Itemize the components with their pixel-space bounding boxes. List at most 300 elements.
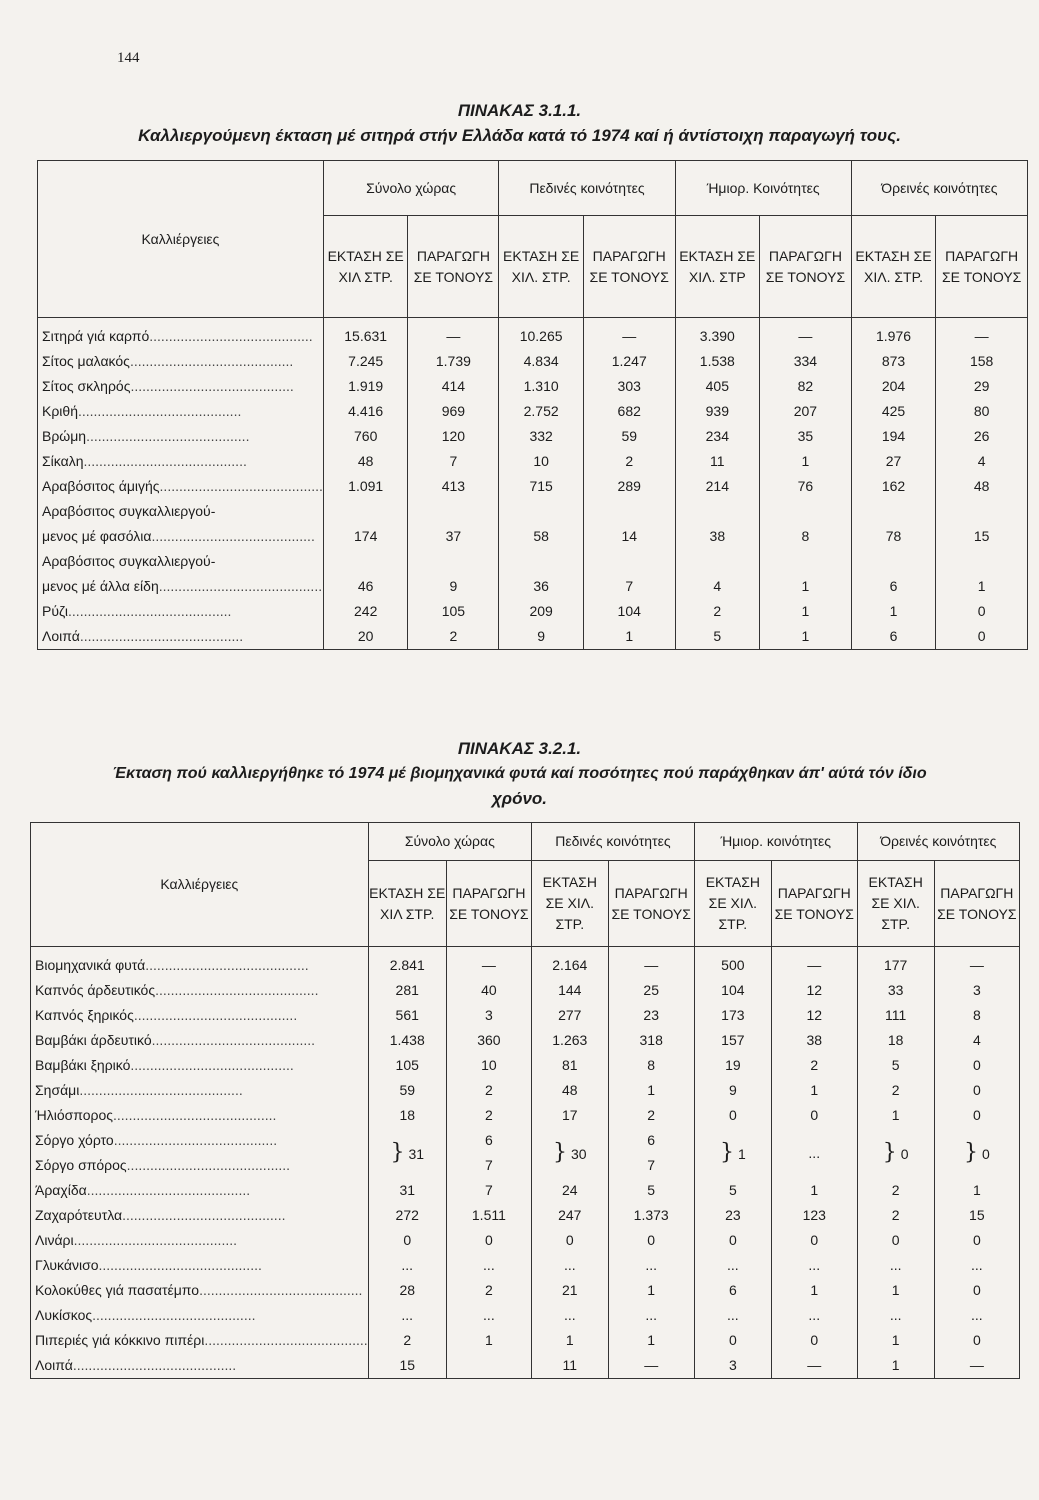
crop-name [31,1278,369,1303]
cell-value: 207 [760,399,852,424]
leader-dots: .......................................... [130,1057,294,1073]
cell-value: 174 [323,524,408,549]
cell-value: 33 [857,978,934,1003]
table-row [38,449,1028,474]
cell-value [857,1128,934,1178]
cell-value: 0 [934,1103,1019,1128]
table2-title: Έκταση πού καλλιεργήθηκε τό 1974 μέ βιομηχανικά φυτά καί ποσότητες πού παράχθηκαν άπ' αύτά τόν ίδιο [112,765,927,782]
cell-value: 234 [675,424,760,449]
cell-value: 5 [675,624,760,650]
cell-value: 2 [368,1328,446,1353]
cell-value: 4 [675,574,760,599]
cell-value [583,549,675,574]
cell-value: 5 [857,1053,934,1078]
table-row [38,318,1028,350]
crop-name-text: Αραβόσιτος συγκαλλιεργού- [42,553,216,569]
cell-value [760,499,852,524]
cell-value: 2 [857,1203,934,1228]
cell-value: 405 [675,374,760,399]
page-number: 144 [117,50,140,66]
crop-name-text: Γλυκάνισο [35,1257,99,1273]
cell-value-text: 1 [737,1145,746,1162]
cell-value: 3 [934,978,1019,1003]
cell-value: 15 [934,1203,1019,1228]
crop-name-text: Άραχίδα [35,1182,87,1198]
cell-value: 1 [760,599,852,624]
cell-value: 4.416 [323,399,408,424]
cell-value: 14 [583,524,675,549]
sub-header: ΕΚΤΑΣΗ ΣΕ ΧΙΛ. ΣΤΡ. [857,861,934,947]
crop-name [38,349,324,374]
cell-value: 214 [675,474,760,499]
sub-header: ΕΚΤΑΣΗ ΣΕ ΧΙΛ ΣΤΡ. [368,861,446,947]
cell-value: 1 [936,574,1028,599]
cell-value [532,1128,609,1178]
cell-value: 31 [368,1178,446,1203]
leader-dots: .......................................... [133,1007,298,1023]
cell-value: 78 [851,524,936,549]
cell-value: 2 [408,624,499,650]
table-row [31,1278,1020,1303]
cell-value: 6 [446,1128,531,1153]
cell-value: 5 [608,1178,694,1203]
cell-value: 18 [857,1028,934,1053]
cell-value: ... [857,1303,934,1328]
sub-header: ΕΚΤΑΣΗ ΣΕ ΧΙΛ. ΣΤΡ. [694,861,771,947]
cell-value: 28 [368,1278,446,1303]
table-row [38,349,1028,374]
crop-name-text: Καπνός άρδευτικός [35,982,156,998]
cell-value: 21 [532,1278,609,1303]
cell-value [323,499,408,524]
cell-value: 4 [934,1028,1019,1053]
cell-value: 6 [851,624,936,650]
cell-value: — [446,947,531,979]
cell-value: ... [694,1253,771,1278]
group-header-mountain: Όρεινές κοινότητες [851,161,1027,216]
crop-name-text: Σίτος μαλακός [42,353,130,369]
cell-value: 1.263 [532,1028,609,1053]
cell-value: 242 [323,599,408,624]
cell-value: 1 [857,1353,934,1379]
crop-name [38,574,324,599]
crop-name-text: Αραβόσιτος άμιγής [42,478,160,494]
crop-name-text: Βαμβάκι ξηρικό [35,1057,131,1073]
cell-value: — [608,1353,694,1379]
cell-value: 7 [408,449,499,474]
cell-value: 15 [936,524,1028,549]
table-row [31,1028,1020,1053]
cell-value [408,549,499,574]
crop-name-text: Βαμβάκι άρδευτικό [35,1032,152,1048]
cell-value: 1.438 [368,1028,446,1053]
leader-dots: .......................................... [113,1132,278,1148]
leader-dots: .......................................... [77,403,242,419]
cell-value: 334 [760,349,852,374]
crop-name [31,1253,369,1278]
crop-name-text: μενος μέ άλλα είδη [42,578,159,594]
cell-value: 303 [583,374,675,399]
cell-value: 0 [934,1228,1019,1253]
cell-value: ... [608,1253,694,1278]
cell-value: 12 [771,1003,857,1028]
cell-value: — [771,947,857,979]
group-header-mountain: Όρεινές κοινότητες [857,823,1019,861]
leader-dots: .......................................... [130,378,294,394]
cell-value: 38 [771,1028,857,1053]
cell-value: 561 [368,1003,446,1028]
cell-value: 1 [771,1178,857,1203]
crop-name [31,1153,369,1178]
cell-value-text: 30 [571,1145,587,1162]
cell-value: 37 [408,524,499,549]
crop-name-text: Ρύζι [42,603,69,619]
crop-name [31,1203,369,1228]
table-row [31,1078,1020,1103]
cell-value: 48 [532,1078,609,1103]
cell-value: 104 [583,599,675,624]
cell-value: 2 [446,1103,531,1128]
leader-dots: .......................................... [158,578,323,594]
brace-icon: } [390,1139,405,1165]
cell-value [408,499,499,524]
crop-name [38,524,324,549]
cell-value: 15.631 [323,318,408,350]
crop-name-text: Κολοκύθες γιά πασατέμπο [35,1282,200,1298]
cell-value: 6 [694,1278,771,1303]
cell-value: 413 [408,474,499,499]
cell-value: ... [934,1303,1019,1328]
cell-value: 23 [694,1203,771,1228]
cell-value: 4.834 [499,349,584,374]
cell-value: 120 [408,424,499,449]
cell-value: 80 [936,399,1028,424]
cell-value: 1 [934,1178,1019,1203]
cell-value: 1 [446,1328,531,1353]
cell-value: 1.373 [608,1203,694,1228]
cell-value: 144 [532,978,609,1003]
cell-value [499,549,584,574]
cell-value: 36 [499,574,584,599]
crop-name-text: Σόργο χόρτο [35,1132,114,1148]
sub-header: ΕΚΤΑΣΗ ΣΕ ΧΙΛ ΣΤΡ. [323,216,408,318]
cell-value: 9 [408,574,499,599]
cell-value: 332 [499,424,584,449]
cell-value: 20 [323,624,408,650]
cell-value: 715 [499,474,584,499]
cell-value: 0 [934,1078,1019,1103]
table-row [38,499,1028,524]
table-row [38,474,1028,499]
cell-value: 281 [368,978,446,1003]
cell-value: 48 [323,449,408,474]
cell-value: 17 [532,1103,609,1128]
table-row [38,399,1028,424]
cell-value: 682 [583,399,675,424]
cell-value: 1 [771,1078,857,1103]
cell-value: 1 [857,1278,934,1303]
cell-value: 58 [499,524,584,549]
cell-value: 7 [608,1153,694,1178]
cell-value [936,499,1028,524]
crop-name [31,1078,369,1103]
cell-value: 204 [851,374,936,399]
cell-value [851,499,936,524]
crop-name [38,499,324,524]
cell-value: 18 [368,1103,446,1128]
crop-name-text: Σίτος σκληρός [42,378,131,394]
leader-dots: .......................................... [204,1332,368,1348]
crop-name [38,399,324,424]
cell-value: 272 [368,1203,446,1228]
sub-header: ΠΑΡΑΓΩΓΗ ΣΕ ΤΟΝΟΥΣ [936,216,1028,318]
cell-value: — [934,947,1019,979]
crop-name [38,599,324,624]
cell-value: 8 [760,524,852,549]
cell-value: 105 [408,599,499,624]
cell-value: 29 [936,374,1028,399]
cell-value: 873 [851,349,936,374]
cell-value: 2.164 [532,947,609,979]
crop-name [38,424,324,449]
cell-value: 26 [936,424,1028,449]
cell-value: 2 [583,449,675,474]
group-header-semi: Ήμιορ. κοινότητες [694,823,857,861]
table-row [38,599,1028,624]
cell-value-text: 0 [900,1145,909,1162]
cell-value: 2 [608,1103,694,1128]
cell-value [323,549,408,574]
crop-name [38,474,324,499]
cell-value: 4 [936,449,1028,474]
group-header-semi: Ήμιορ. Κοινότητες [675,161,851,216]
table2 [30,822,1020,1379]
cell-value: 2.841 [368,947,446,979]
crop-name-text: Σίκαλη [42,453,84,469]
cell-value: 7 [583,574,675,599]
cell-value: 25 [608,978,694,1003]
cell-value: 8 [608,1053,694,1078]
leader-dots: .......................................... [72,1357,237,1373]
cell-value: 0 [368,1228,446,1253]
cell-value: 48 [936,474,1028,499]
cell-value: 123 [771,1203,857,1228]
cell-value: 0 [608,1228,694,1253]
cell-value: — [936,318,1028,350]
cell-value: 59 [583,424,675,449]
cell-value: 7.245 [323,349,408,374]
crop-name [31,1103,369,1128]
crop-name [31,1228,369,1253]
cell-value: 11 [675,449,760,474]
crop-name-text: Λοιπά [35,1357,73,1373]
crop-name-text: Ήλιόσπορος [35,1107,114,1123]
crop-name-text: Λυκίσκος [35,1307,93,1323]
table-row [31,978,1020,1003]
cell-value: 10 [499,449,584,474]
cell-value: 38 [675,524,760,549]
leader-dots: .......................................... [68,603,232,619]
cell-value: 76 [760,474,852,499]
leader-dots: .......................................... [122,1207,286,1223]
cell-value: ... [857,1253,934,1278]
cell-value: ... [608,1303,694,1328]
table2-label: ΠΙΝΑΚΑΣ 3.2.1. [457,739,582,758]
table-row [31,1228,1020,1253]
cell-value: ... [446,1303,531,1328]
cell-value: 173 [694,1003,771,1028]
cell-value: 1 [851,599,936,624]
cell-value: 35 [760,424,852,449]
crop-name [31,1178,369,1203]
cell-value: 0 [934,1328,1019,1353]
cell-value: 1 [608,1278,694,1303]
cell-value: 158 [936,349,1028,374]
cell-value: 209 [499,599,584,624]
table1-label: ΠΙΝΑΚΑΣ 3.1.1. [457,101,582,120]
cell-value: 1 [857,1103,934,1128]
cell-value: 59 [368,1078,446,1103]
crop-name [38,449,324,474]
cell-value: 318 [608,1028,694,1053]
cell-value: 760 [323,424,408,449]
cell-value [583,499,675,524]
crop-name [38,624,324,650]
group-header-plain: Πεδινές κοινότητες [532,823,695,861]
cell-value: 111 [857,1003,934,1028]
cell-value [851,549,936,574]
cell-value: 23 [608,1003,694,1028]
cell-value: 157 [694,1028,771,1053]
cell-value: 0 [532,1228,609,1253]
crop-name [31,1328,369,1353]
cell-value: 2 [857,1178,934,1203]
cell-value: ... [934,1253,1019,1278]
sub-header: ΠΑΡΑΓΩΓΗ ΣΕ ΤΟΝΟΥΣ [760,216,852,318]
cell-value: 0 [771,1228,857,1253]
cell-value [675,499,760,524]
cell-value: 1 [760,624,852,650]
cell-value: 0 [771,1103,857,1128]
cell-value: 1.511 [446,1203,531,1228]
leader-dots: .......................................... [86,428,250,444]
cell-value [368,1128,446,1178]
cell-value: 9 [499,624,584,650]
leader-dots: .......................................... [86,1182,251,1198]
cell-value: 19 [694,1053,771,1078]
crop-name [31,1303,369,1328]
table-row [38,549,1028,574]
leader-dots: .......................................... [113,1107,277,1123]
cell-value: ... [532,1303,609,1328]
cell-value: 27 [851,449,936,474]
cell-value: 0 [771,1328,857,1353]
crop-name-text: Λινάρι [35,1232,74,1248]
crop-name [38,374,324,399]
cell-value: 0 [694,1103,771,1128]
cell-value: ... [532,1253,609,1278]
table-row [31,1303,1020,1328]
cell-value: 2 [771,1053,857,1078]
cell-value: 500 [694,947,771,979]
cell-value: 1 [583,624,675,650]
cell-value: 2 [675,599,760,624]
table-row [31,1253,1020,1278]
sub-header: ΠΑΡΑΓΩΓΗ ΣΕ ΤΟΝΟΥΣ [408,216,499,318]
crop-name [31,978,369,1003]
table-row [31,1178,1020,1203]
leader-dots: .......................................... [79,1082,243,1098]
brace-icon: } [882,1139,897,1165]
cell-value: 82 [760,374,852,399]
cell-value: 3 [446,1003,531,1028]
group-header-total: Σύνολο χώρας [368,823,531,861]
table-row [31,1103,1020,1128]
brace-icon: } [963,1139,978,1165]
crop-name-text: Αραβόσιτος συγκαλλιεργού- [42,503,216,519]
cell-value: ... [368,1303,446,1328]
cell-value: 6 [608,1128,694,1153]
cell-value: 46 [323,574,408,599]
cell-value: 6 [851,574,936,599]
cell-value: 2 [446,1078,531,1103]
table-row [38,424,1028,449]
cell-value: 104 [694,978,771,1003]
cell-value: 1.247 [583,349,675,374]
crop-name [31,1128,369,1153]
cell-value: 1.091 [323,474,408,499]
cell-value: ... [771,1253,857,1278]
cell-value: 7 [446,1153,531,1178]
cell-value: 2 [857,1078,934,1103]
crop-name-text: Βρώμη [42,428,87,444]
leader-dots: .......................................... [83,453,247,469]
cell-value: 0 [446,1228,531,1253]
cell-value [446,1353,531,1379]
sub-header: ΕΚΤΑΣΗ ΣΕ ΧΙΛ. ΣΤΡ. [851,216,936,318]
table-row [38,524,1028,549]
cell-value: 1 [760,449,852,474]
cell-value: 2.752 [499,399,584,424]
cell-value: 2 [446,1278,531,1303]
table-row [31,1053,1020,1078]
cell-value: 0 [936,624,1028,650]
cell-value: 5 [694,1178,771,1203]
sub-header: ΠΑΡΑΓΩΓΗ ΣΕ ΤΟΝΟΥΣ [446,861,531,947]
cell-value [694,1128,771,1178]
crop-name [31,1028,369,1053]
cell-value: 0 [857,1228,934,1253]
cell-value: ... [771,1303,857,1328]
cell-value: 0 [934,1278,1019,1303]
cell-value: 1 [532,1328,609,1353]
table-row [31,1328,1020,1353]
cell-value: 24 [532,1178,609,1203]
crop-name-text: Σησάμι [35,1082,80,1098]
cell-value: ... [368,1253,446,1278]
cell-value: — [608,947,694,979]
table2-title-cont: χρόνο. [491,789,548,808]
cell-value: ... [771,1128,857,1178]
crop-name-text: Σιτηρά γιά καρπό [42,328,150,344]
sub-header: ΕΚΤΑΣΗ ΣΕ ΧΙΛ. ΣΤΡ. [499,216,584,318]
cell-value-text: 0 [981,1145,990,1162]
leader-dots: .......................................... [79,628,244,644]
table-row [31,1128,1020,1153]
cell-value: 1 [608,1328,694,1353]
cell-value: 1 [857,1328,934,1353]
cell-value: — [760,318,852,350]
